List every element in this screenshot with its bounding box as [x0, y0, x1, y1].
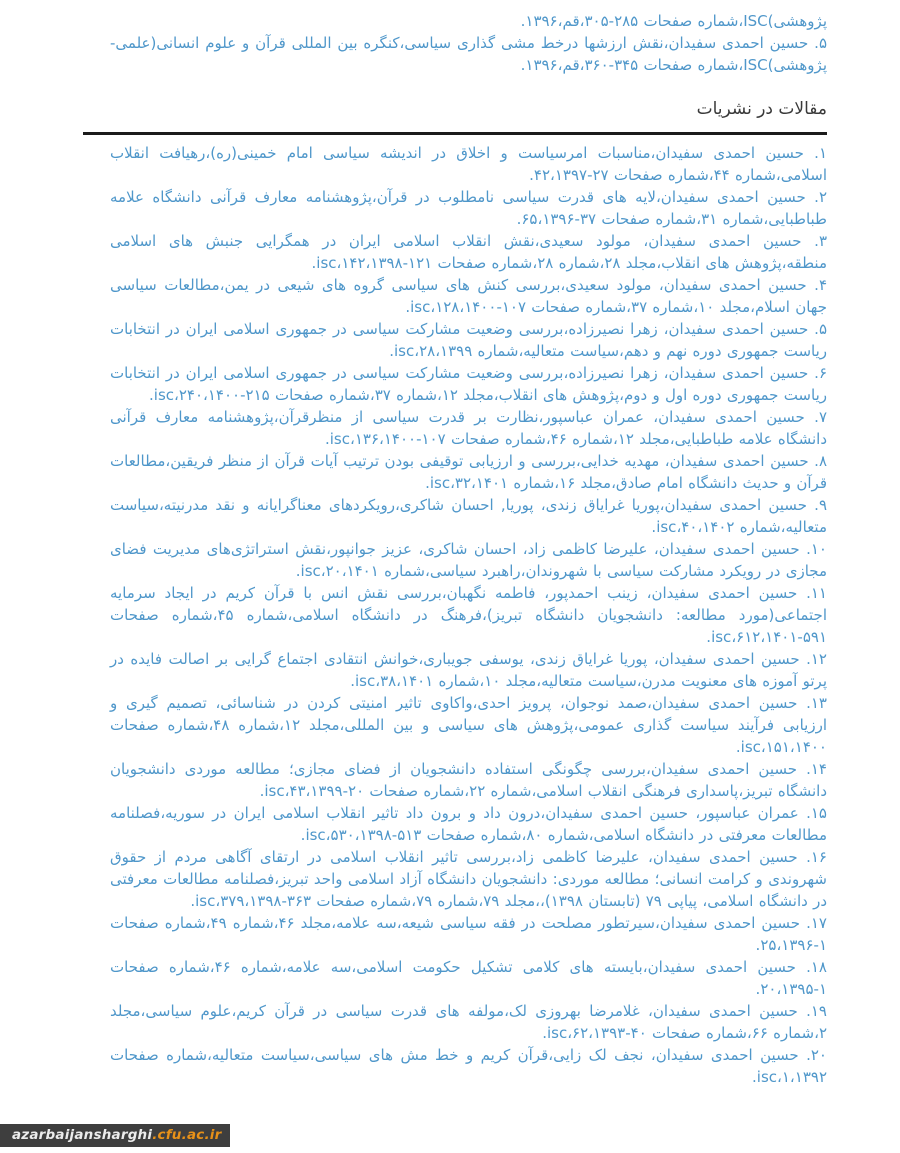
- site-watermark: [0, 1124, 230, 1147]
- journal-article-20: ۲۰. حسین احمدی سفیدان، نجف لک زایی،قرآن کریم و خط مش های سیاسی،سیاست متعالیه،شماره صفحات ۱،۱۳۹۲،isc.: [110, 1046, 827, 1086]
- section-divider: [83, 132, 827, 135]
- section-title-journal-articles: مقالات در نشریات: [696, 99, 827, 119]
- journal-article-14: ۱۴. حسین احمدی سفیدان،بررسی چگونگی استفاده دانشجویان از فضای مجازی؛ مطالعه موردی دانشجویان دانشگاه تبریز،پاسداری فرهنگی انقلاب اسلامی،شماره ۲۲،شماره صفحات ۲۰-۴۳،۱۳۹۹،isc.: [110, 760, 827, 800]
- journal-article-2: ۲. حسین احمدی سفیدان،لایه های قدرت سیاسی نامطلوب در قرآن،پژوهشنامه معارف قرآنی دانشگاه علامه طباطبایی،شماره ۳۱،شماره صفحات ۳۷-۶۵،۱۳۹۶.: [110, 188, 827, 228]
- journal-article-17: ۱۷. حسین احمدی سفیدان،سیرتطور مصلحت در فقه سیاسی شیعه،سه علامه،مجلد ۴۶،شماره ۴۹،شماره صفحات ۱-۲۵،۱۳۹۶.: [110, 914, 827, 954]
- journal-article-5: ۵. حسین احمدی سفیدان، زهرا نصیرزاده،بررسی وضعیت مشارکت سیاسی در جمهوری اسلامی ایران در انتخابات ریاست جمهوری دوره نهم و دهم،سیاست متعالیه،شماره ۲۸،۱۳۹۹،isc.: [110, 320, 827, 360]
- journal-article-10: ۱۰. حسین احمدی سفیدان، علیرضا کاظمی زاد، احسان شاکری، عزیز جوانپور،نقش استراتژی‌های مدیریت فضای مجازی در رویکرد مشارکت سیاسی با شهروندان،راهبرد سیاسی،شماره ۲۰،۱۴۰۱،isc.: [110, 540, 827, 580]
- journal-article-16: ۱۶. حسین احمدی سفیدان، علیرضا کاظمی زاد،بررسی تاثیر انقلاب اسلامی در ارتقای آگاهی مردم از حقوق شهروندی و کرامت انسانی؛ مطالعه موردی: دانشجویان دانشگاه آزاد اسلامی واحد تبریز،فصلنامه مطالعات معرفتی در دانشگاه اسلامی، پیاپی ۷۹ (تابستان ۱۳۹۸)،،مجلد ۷۹،شماره ۷۹،شماره صفحات ۳۶۳-۳۷۹،۱۳۹۸،isc.: [110, 848, 827, 910]
- journal-article-1: ۱. حسین احمدی سفیدان،مناسبات امرسیاست و اخلاق در اندیشه سیاسی امام خمینی(ره)،رهیافت انقلاب اسلامی،شماره ۴۴،شماره صفحات ۲۷-۴۲،۱۳۹۷.: [110, 144, 827, 184]
- watermark-domain: .cfu.ac.ir: [152, 1127, 222, 1143]
- journal-articles-list: [83, 142, 827, 1088]
- journal-article-11: ۱۱. حسین احمدی سفیدان، زینب احمدپور، فاطمه نگهبان،بررسی نقش انس با قرآن کریم در ایجاد سرمایه اجتماعی(مورد مطالعه: دانشجویان دانشگاه تبریز)،فرهنگ در دانشگاه اسلامی،شماره ۴۵،شماره صفحات ۵۹۱-۶۱۲،۱۴۰۱،isc.: [110, 584, 827, 646]
- watermark-site-name: azarbaijansharghi: [12, 1127, 153, 1143]
- journal-article-7: ۷. حسین احمدی سفیدان، عمران عباسپور،نظارت بر قدرت سیاسی از منظرقرآن،پژوهشنامه معارف قرآنی دانشگاه علامه طباطبایی،مجلد ۱۲،شماره ۴۶،شماره صفحات ۱۰۷-۱۳۶،۱۴۰۰،isc.: [110, 408, 827, 448]
- publications-document: [83, 0, 827, 1088]
- journal-article-4: ۴. حسین احمدی سفیدان، مولود سعیدی،بررسی کنش های سیاسی گروه های شیعی در یمن،مطالعات سیاسی جهان اسلام،مجلد ۱۰،شماره ۳۷،شماره صفحات ۱۰۷-۱۲۸،۱۴۰۰،isc.: [110, 276, 827, 316]
- journal-article-12: ۱۲. حسین احمدی سفیدان، پوریا غرایاق زندی، یوسفی جویباری،خوانش انتقادی اجتماع گرایی بر اصالت فایده در پرتو آموزه های معنویت مدرن،سیاست متعالیه،مجلد ۱۰،شماره ۳۸،۱۴۰۱،isc.: [110, 650, 827, 690]
- journal-article-9: ۹. حسین احمدی سفیدان،پوریا غرایاق زندی، پوریا, احسان شاکری،رویکردهای معناگرایانه و نقد مدرنیته،سیاست متعالیه،شماره ۴۰،۱۴۰۲،isc.: [110, 496, 827, 536]
- conference-paper-item-5: ۵. حسین احمدی سفیدان،نقش ارزشها درخط مشی گذاری سیاسی،کنگره بین المللی قرآن و علوم انسانی(علمی-پژوهشی)ISC،شماره صفحات ۳۴۵-۳۶۰،قم،۱۳۹۶.: [110, 34, 827, 74]
- journal-article-19: ۱۹. حسین احمدی سفیدان، غلامرضا بهروزی لک،مولفه های قدرت سیاسی در قرآن کریم،علوم سیاسی،مجلد ۲،شماره ۶۶،شماره صفحات ۴۰-۶۲،۱۳۹۳،isc.: [110, 1002, 827, 1042]
- journal-article-15: ۱۵. عمران عباسپور، حسین احمدی سفیدان،درون داد و برون داد تاثیر انقلاب اسلامی ایران در سوریه،فصلنامه مطالعات معرفتی در دانشگاه اسلامی،شماره ۸۰،شماره صفحات ۵۱۳-۵۳۰،۱۳۹۸،isc.: [110, 804, 827, 844]
- journal-article-6: ۶. حسین احمدی سفیدان، زهرا نصیرزاده،بررسی وضعیت مشارکت سیاسی در جمهوری اسلامی ایران در انتخابات ریاست جمهوری دوره اول و دوم،پژوهش های انقلاب،مجلد ۱۲،شماره ۳۷،شماره صفحات ۲۱۵-۲۴۰،۱۴۰۰،isc.: [110, 364, 827, 404]
- conference-paper-continuation-line: پژوهشی)ISC،شماره صفحات ۲۸۵-۳۰۵،قم،۱۳۹۶.: [520, 12, 827, 30]
- journal-article-3: ۳. حسین احمدی سفیدان، مولود سعیدی،نقش انقلاب اسلامی ایران در همگرایی جنبش های اسلامی منطقه،پژوهش های انقلاب،مجلد ۲۸،شماره ۲۸،شماره صفحات ۱۲۱-۱۴۲،۱۳۹۸،isc.: [110, 232, 827, 272]
- journal-article-8: ۸. حسین احمدی سفیدان، مهدیه خدایی،بررسی و ارزیابی توقیفی بودن ترتیب آیات قرآن از منظر فریقین،مطالعات قرآن و حدیث دانشگاه امام صادق،مجلد ۱۶،شماره ۳۲،۱۴۰۱،isc.: [110, 452, 827, 492]
- journal-article-18: ۱۸. حسین احمدی سفیدان،بایسته های کلامی تشکیل حکومت اسلامی،سه علامه،شماره ۴۶،شماره صفحات ۱-۲۰،۱۳۹۵.: [110, 958, 827, 998]
- journal-article-13: ۱۳. حسین احمدی سفیدان،صمد نوجوان، پرویز احدی،واکاوی تاثیر امنیتی کردن در شناسائی، تصمیم گیری و ارزیابی فرآیند سیاست گذاری عمومی،پژوهش های سیاسی و بین المللی،مجلد ۱۲،شماره ۴۸،شماره صفحات ۱۵۱،۱۴۰۰،isc.: [110, 694, 827, 756]
